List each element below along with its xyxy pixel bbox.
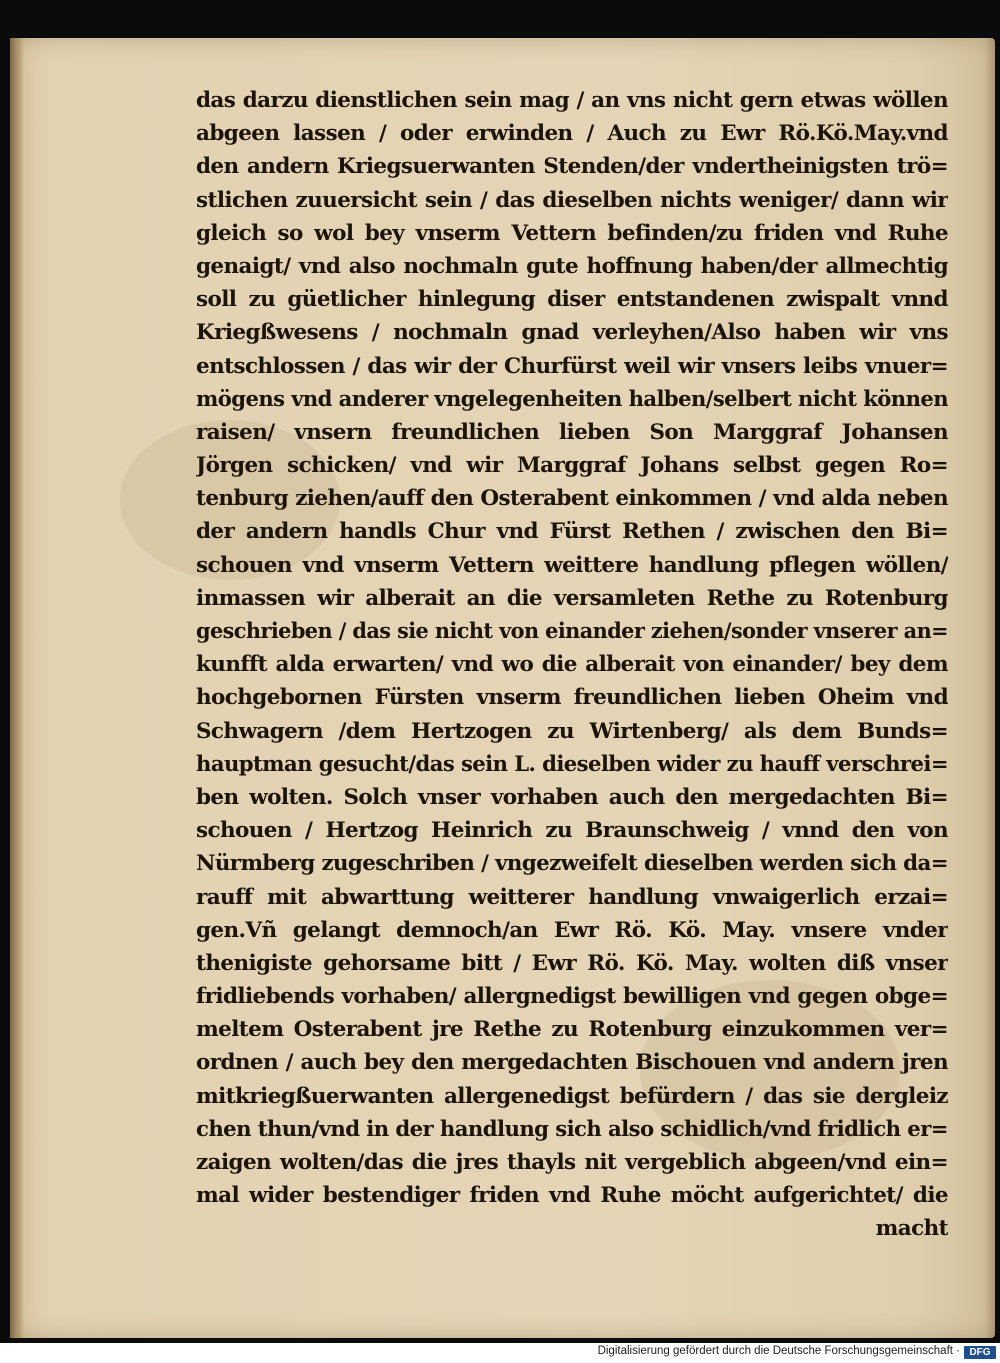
text-line: thenigiste gehorsame bitt / Ewr Rö. Kö. May. wolten diß vnser [196, 950, 948, 976]
text-line: gen.Vñ gelangt demnoch/an Ewr Rö. Kö. May. vnsere vnder [196, 917, 948, 943]
text-line: inmassen wir alberait an die versamleten Rethe zu Rotenburg [196, 585, 948, 611]
text-line: rauff mit abwarttung weitterer handlung vnwaigerlich erzai= [196, 884, 948, 910]
text-line: geschrieben / das sie nicht von einander ziehen/sonder vnserer an= [196, 619, 948, 644]
text-line: mal wider bestendiger friden vnd Ruhe möcht aufgerichtet/ die [196, 1183, 948, 1209]
catchword: macht [875, 1216, 948, 1242]
text-line: tenburg ziehen/auff den Osterabent einkommen / vnd alda neben [196, 486, 948, 512]
text-line: entschlossen / das wir der Churfürst weil wir vnsers leibs vnuer= [196, 353, 948, 379]
text-line: den andern Kriegsuerwanten Stenden/der vndertheinigsten trö= [196, 154, 948, 180]
text-line: schouen / Hertzog Heinrich zu Braunschweig / vnnd den von [196, 818, 948, 844]
text-line: ben wolten. Solch vnser vorhaben auch den mergedachten Bi= [196, 784, 948, 810]
text-line: schouen vnd vnserm Vettern weittere handlung pflegen wöllen/ [196, 552, 948, 578]
funding-credit: Digitalisierung gefördert durch die Deutsche Forschungsgemeinschaft · [597, 1345, 960, 1357]
text-line: soll zu güetlicher hinlegung diser entstandenen zwispalt vnnd [196, 287, 948, 313]
text-line: mitkriegßuerwanten allergenedigst befürdern / das sie dergleiz [196, 1083, 948, 1109]
text-line: genaigt/ vnd also nochmaln gute hoffnung haben/der allmechtig [196, 253, 948, 279]
text-line: gleich so wol bey vnserm Vettern befinden/zu friden vnd Ruhe [196, 220, 948, 246]
text-line: raisen/ vnsern freundlichen lieben Son Marggraf Johansen [196, 419, 948, 445]
page-gutter-edge [10, 38, 24, 1338]
text-line: meltem Osterabent jre Rethe zu Rotenburg einzukommen ver= [196, 1017, 948, 1043]
text-line: chen thun/vnd in der handlung sich also schidlich/vnd fridlich er= [196, 1116, 948, 1142]
text-line: ordnen / auch bey den mergedachten Bischouen vnd andern jren [196, 1050, 948, 1076]
text-line: mögens vnd anderer vngelegenheiten halben/selbert nicht können [196, 386, 948, 412]
text-line: Nürmberg zugeschriben / vngezweifelt dieselben werden sich da= [196, 851, 948, 877]
text-line: fridliebends vorhaben/ allergnedigst bewilligen vnd gegen obge= [196, 984, 948, 1010]
text-line: das darzu dienstlichen sein mag / an vns nicht gern etwas wöllen [196, 88, 948, 113]
text-line: stlichen zuuersicht sein / das dieselben nichts weniger/ dann wir [196, 187, 948, 213]
text-line: zaigen wolten/das die jres thayls nit vergeblich abgeen/vnd ein= [196, 1150, 948, 1175]
text-line: Schwagern /dem Hertzogen zu Wirtenberg/ als dem Bunds= [196, 718, 948, 744]
text-line: Jörgen schicken/ vnd wir Marggraf Johans selbst gegen Ro= [196, 453, 948, 479]
text-line: hauptman gesucht/das sein L. dieselben wider zu hauff verschrei= [196, 751, 948, 777]
text-line: der andern handls Chur vnd Fürst Rethen / zwischen den Bi= [196, 519, 948, 545]
text-line: Kriegßwesens / nochmaln gnad verleyhen/Also haben wir vns [196, 320, 948, 346]
text-line: kunfft alda erwarten/ vnd wo die alberait von einander/ bey dem [196, 652, 948, 678]
text-line: hochgebornen Fürsten vnserm freundlichen lieben Oheim vnd [196, 685, 948, 711]
dfg-logo-icon: DFG [964, 1346, 996, 1359]
text-line: abgeen lassen / oder erwinden / Auch zu Ewr Rö.Kö.May.vnd [196, 121, 948, 147]
page-text-block [196, 84, 948, 1246]
